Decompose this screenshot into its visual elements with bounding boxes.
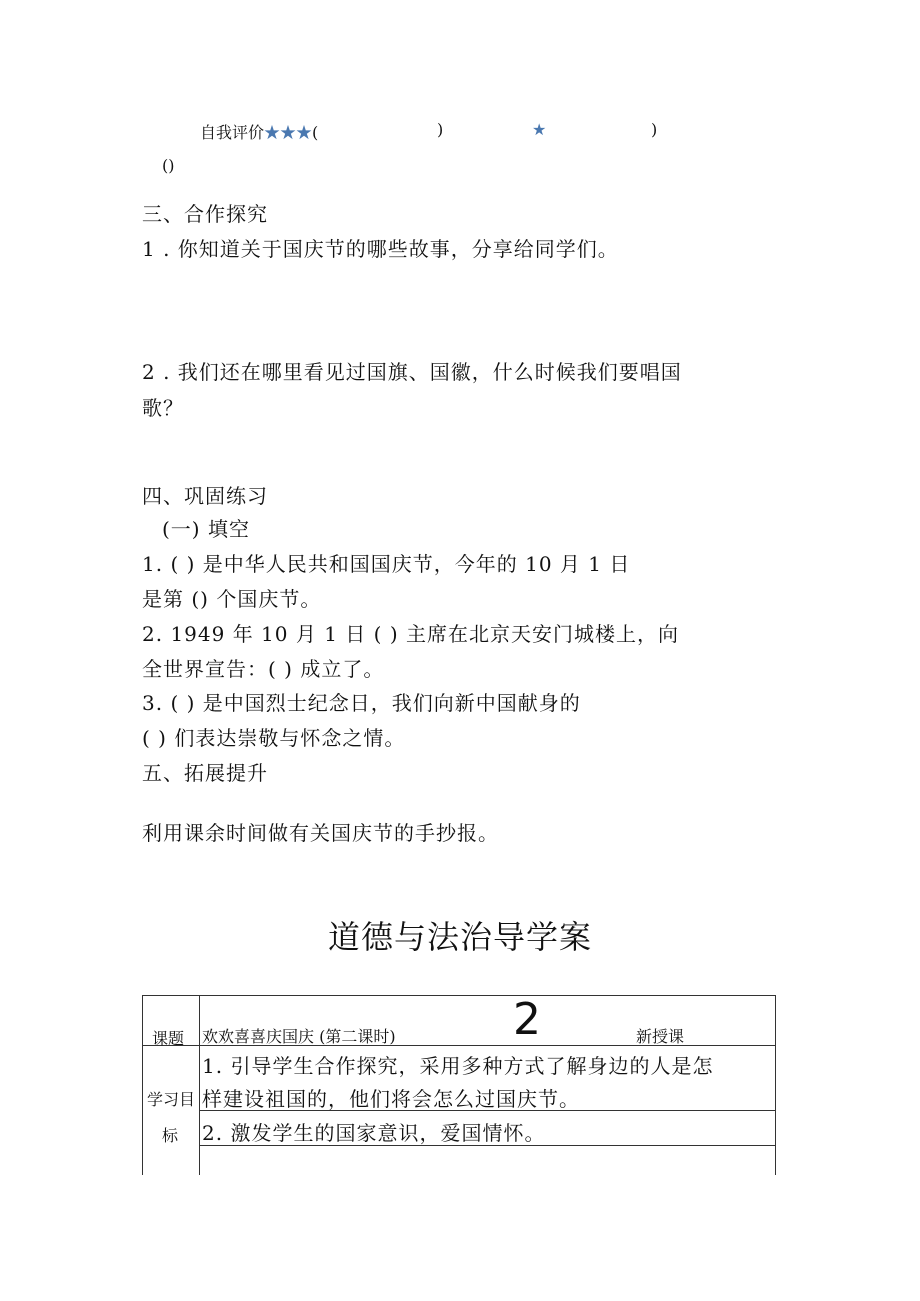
section5-text: 利用课余时间做有关国庆节的手抄报。: [142, 821, 499, 845]
fill-item-1-line1: 1. ( ) 是中华人民共和国国庆节，今年的 10 月 1 日: [142, 552, 631, 576]
empty-paren: (): [162, 156, 175, 175]
self-eval-label: 自我评价: [200, 123, 265, 142]
lesson-type: 新授课: [636, 1027, 685, 1046]
goals-label-line2: 标: [162, 1126, 179, 1145]
fill-item-3-line2: ( ) 们表达崇敬与怀念之情。: [142, 726, 406, 750]
fill-item-1-line2: 是第 () 个国庆节。: [142, 587, 322, 611]
table-border-right: [775, 995, 776, 1175]
section3-question-2-line1: 2 . 我们还在哪里看见过国旗、国徽，什么时候我们要唱国: [142, 360, 682, 384]
fill-item-2-line2: 全世界宣告：( ) 成立了。: [142, 657, 385, 681]
section4-heading: 四、巩固练习: [142, 484, 268, 508]
section5-heading: 五、拓展提升: [142, 761, 268, 785]
section3-question-2-line2: 歌？: [142, 396, 184, 420]
fill-item-2-line1: 2. 1949 年 10 月 1 日 ( ) 主席在北京天安门城楼上，向: [142, 622, 679, 646]
lesson-number: 2: [513, 994, 541, 1045]
table-border-left: [142, 995, 143, 1175]
goal-1-line2: 样建设祖国的，他们将会怎么过国庆节。: [202, 1087, 580, 1111]
one-star-icon: ★: [532, 120, 547, 139]
section3-question-1: 1 . 你知道关于国庆节的哪些故事，分享给同学们。: [142, 237, 619, 261]
goal-2: 2. 激发学生的国家意识，爱国情怀。: [202, 1121, 546, 1145]
goals-label-line1: 学习目: [147, 1090, 196, 1109]
self-evaluation-row: [200, 120, 318, 143]
lesson-info-table: [142, 995, 776, 1175]
goal-1-line1: 1. 引导学生合作探究，采用多种方式了解身边的人是怎: [202, 1054, 714, 1078]
document-title: 道德与法治导学案: [327, 918, 592, 956]
section4-subheading: (一) 填空: [162, 517, 250, 541]
paren-open: (: [312, 123, 319, 142]
section3-heading: 三、合作探究: [142, 202, 268, 226]
table-column-divider: [199, 995, 200, 1175]
table-border-top: [142, 995, 776, 996]
topic-value: 欢欢喜喜庆国庆 (第二课时): [202, 1027, 396, 1046]
fill-item-3-line1: 3. ( ) 是中国烈士纪念日，我们向新中国献身的: [142, 691, 581, 715]
three-star-icon: ★★★: [264, 123, 313, 142]
paren-close-2: ): [651, 120, 658, 139]
topic-label: 课题: [152, 1029, 185, 1048]
paren-close-1: ): [437, 120, 444, 139]
